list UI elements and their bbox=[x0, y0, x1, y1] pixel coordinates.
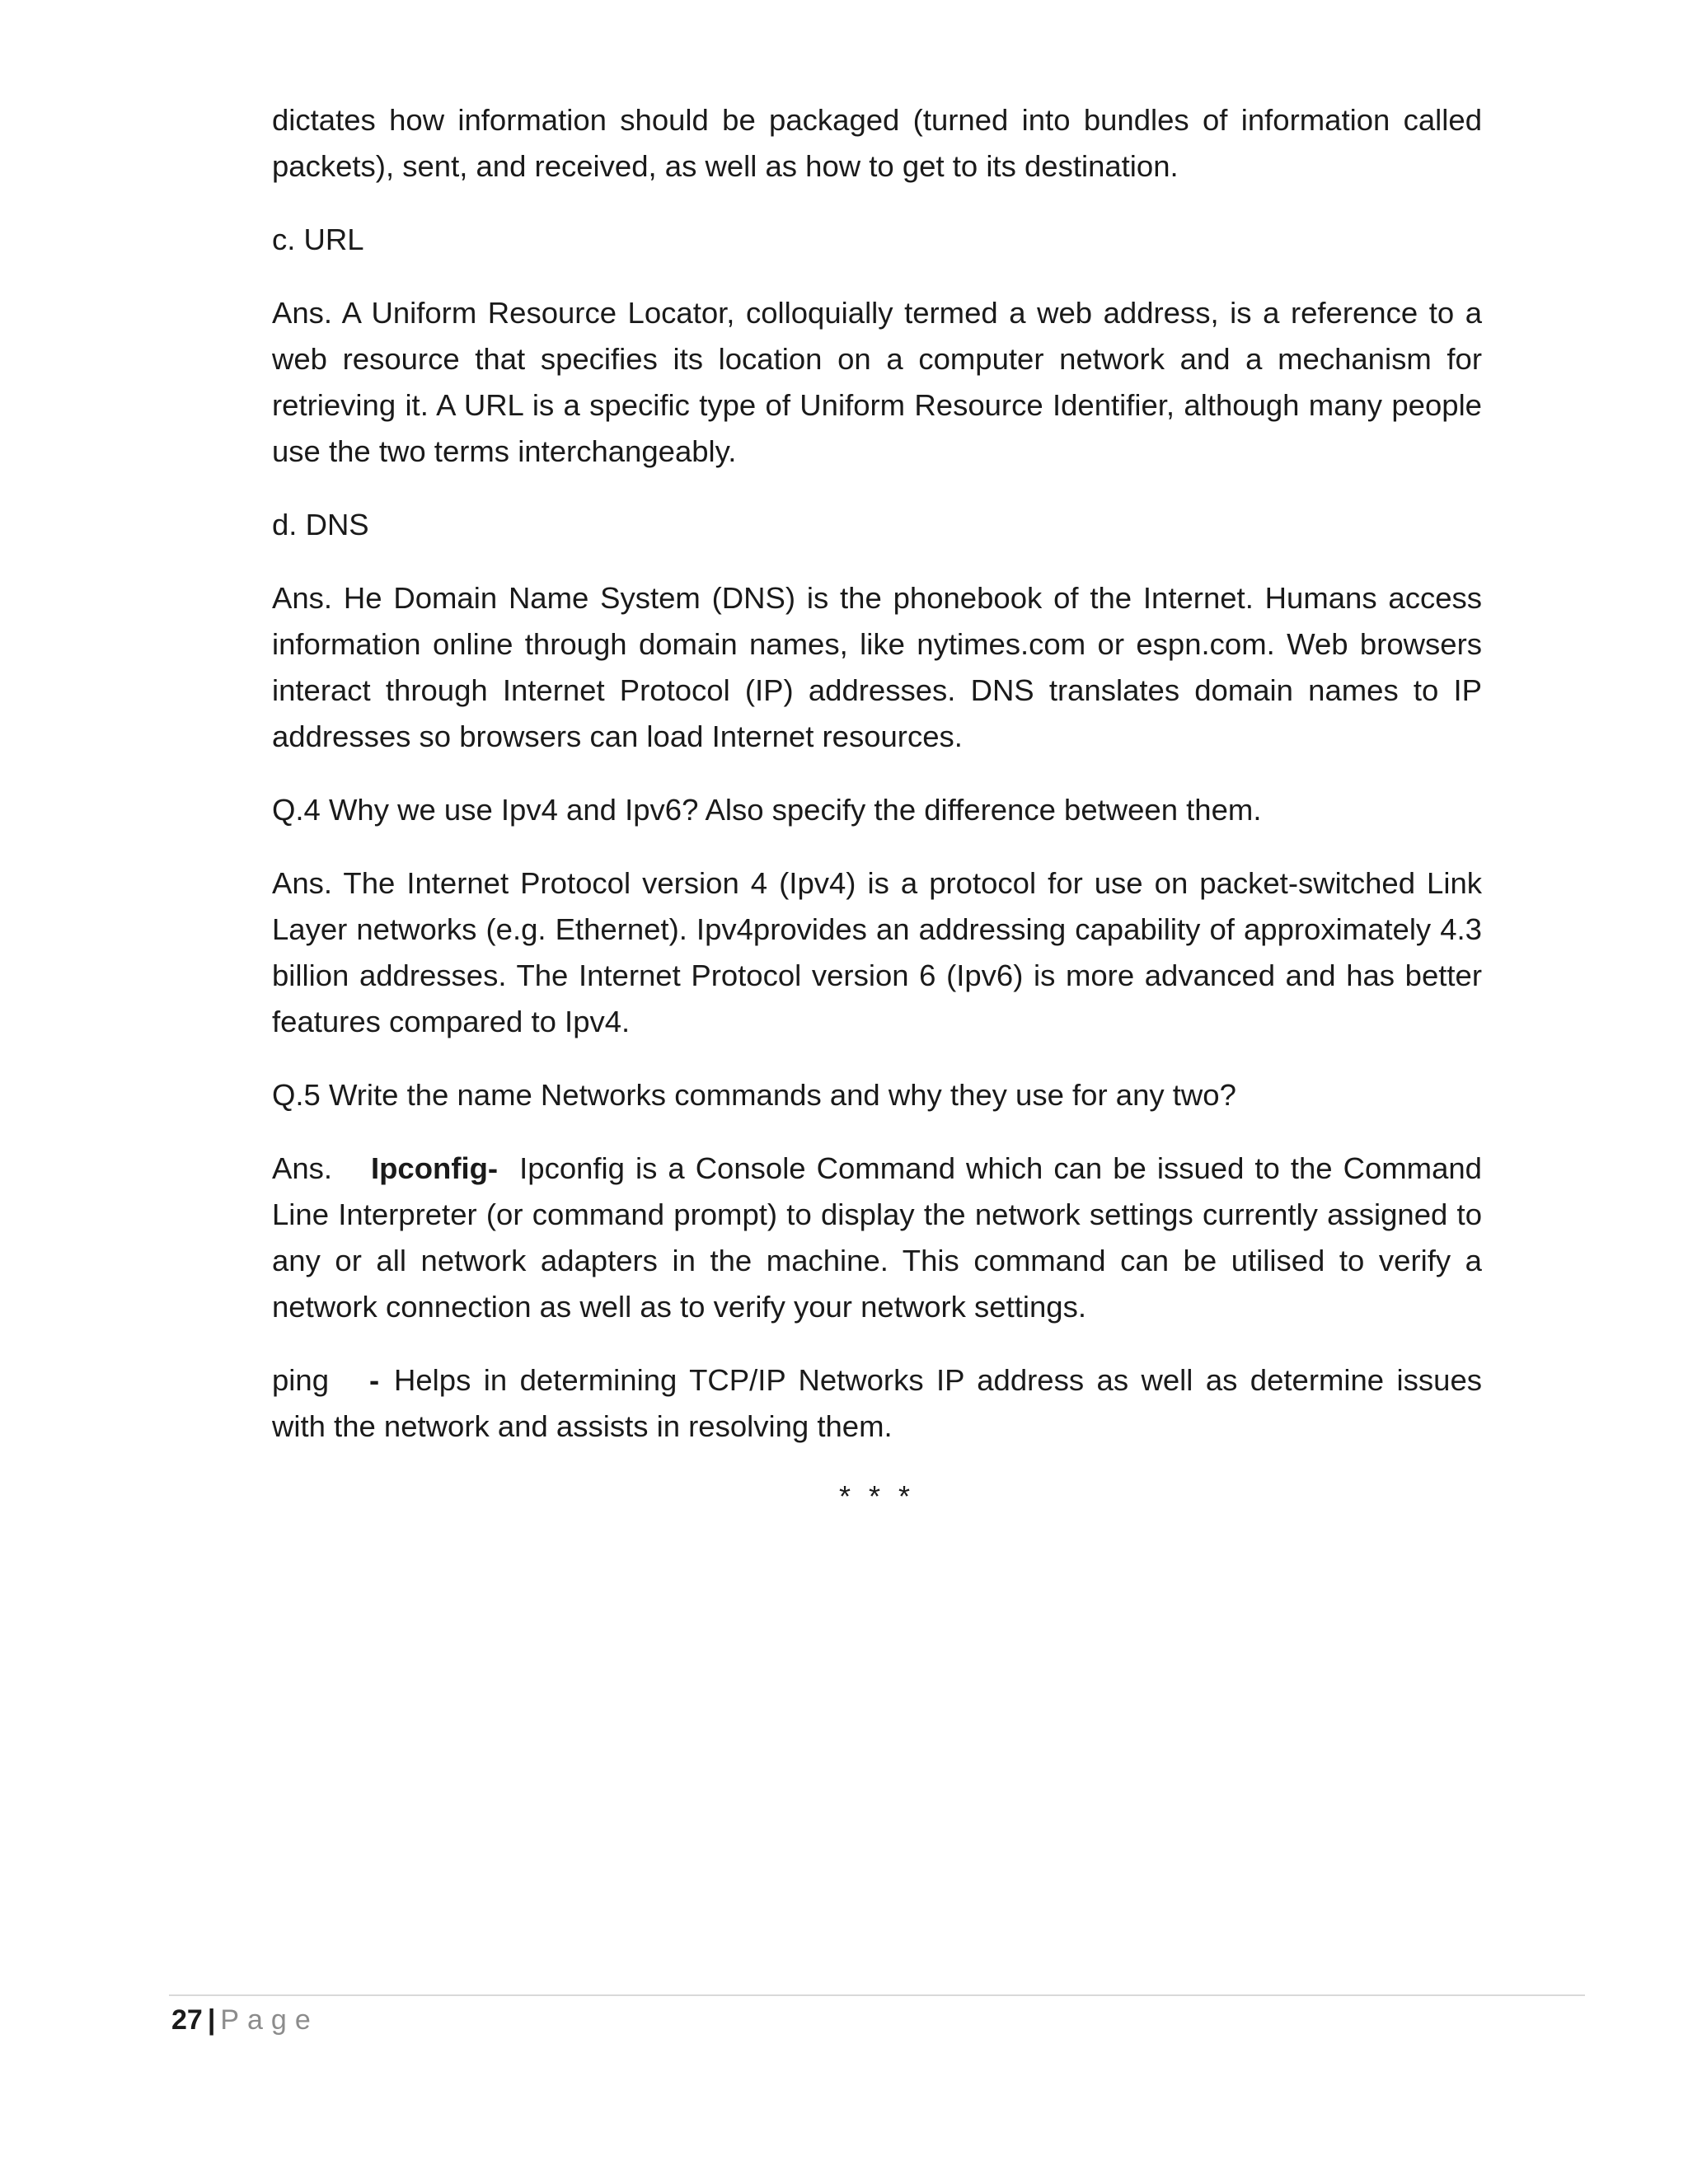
paragraph-url-answer: Ans. A Uniform Resource Locator, colloquially termed a web address, is a reference to a web resource that specifies its location on a computer network and a mechanism for retrieving it. A URL is a specific type of Uniform Resource Identifier, although many people use the two terms interchangeably. bbox=[272, 296, 1482, 468]
section-end-mark: * * * bbox=[838, 1479, 916, 1513]
paragraph-protocol-continuation: dictates how information should be packaged (turned into bundles of information called packets), sent, and received, as well as how to get to its destination. bbox=[272, 103, 1482, 183]
heading-dns: d. DNS bbox=[272, 508, 369, 541]
answer-label: Ans. bbox=[272, 1151, 333, 1185]
page-footer bbox=[171, 1999, 319, 2041]
page-number: 27 bbox=[171, 2004, 203, 2036]
ping-command-name: ping bbox=[272, 1363, 330, 1397]
heading-url: c. URL bbox=[272, 223, 364, 256]
ipconfig-description: Ipconfig is a Console Command which can be issued to the Command Line Interpreter (or command prompt) to display the network settings currently assigned to any or all network adapters in the machine. This command can be utilised to verify a network connection as well as to verify your network settings. bbox=[272, 1151, 1482, 1324]
paragraph-q4-answer: Ans. The Internet Protocol version 4 (Ipv4) is a protocol for use on packet-switched Link Layer networks (e.g. Ethernet). Ipv4provides an addressing capability of approximately 4.3 billion addresses. The Internet Protocol version 6 (Ipv6) is more advanced and has better features compared to Ipv4. bbox=[272, 866, 1482, 1038]
paragraph-ipconfig-answer bbox=[272, 1146, 1482, 1330]
ping-dash: - bbox=[369, 1363, 380, 1397]
paragraph-ping-answer bbox=[272, 1357, 1482, 1450]
footer-separator: | bbox=[207, 2004, 216, 2036]
question-4: Q.4 Why we use Ipv4 and Ipv6? Also specify the difference between them. bbox=[272, 793, 1262, 827]
ping-description: Helps in determining TCP/IP Networks IP address as well as determine issues with the network and assists in resolving them. bbox=[272, 1363, 1482, 1443]
paragraph-dns-answer: Ans. He Domain Name System (DNS) is the phonebook of the Internet. Humans access information online through domain names, like nytimes.com or espn.com. Web browsers interact through Internet Protocol (IP) addresses. DNS translates domain names to IP addresses so browsers can load Internet resources. bbox=[272, 581, 1482, 753]
question-5: Q.5 Write the name Networks commands and why they use for any two? bbox=[272, 1078, 1236, 1112]
page-word: Page bbox=[220, 2004, 319, 2036]
ipconfig-command-name: Ipconfig- bbox=[371, 1151, 499, 1185]
footer-divider bbox=[169, 1994, 1585, 1996]
page-body bbox=[272, 97, 1482, 1477]
